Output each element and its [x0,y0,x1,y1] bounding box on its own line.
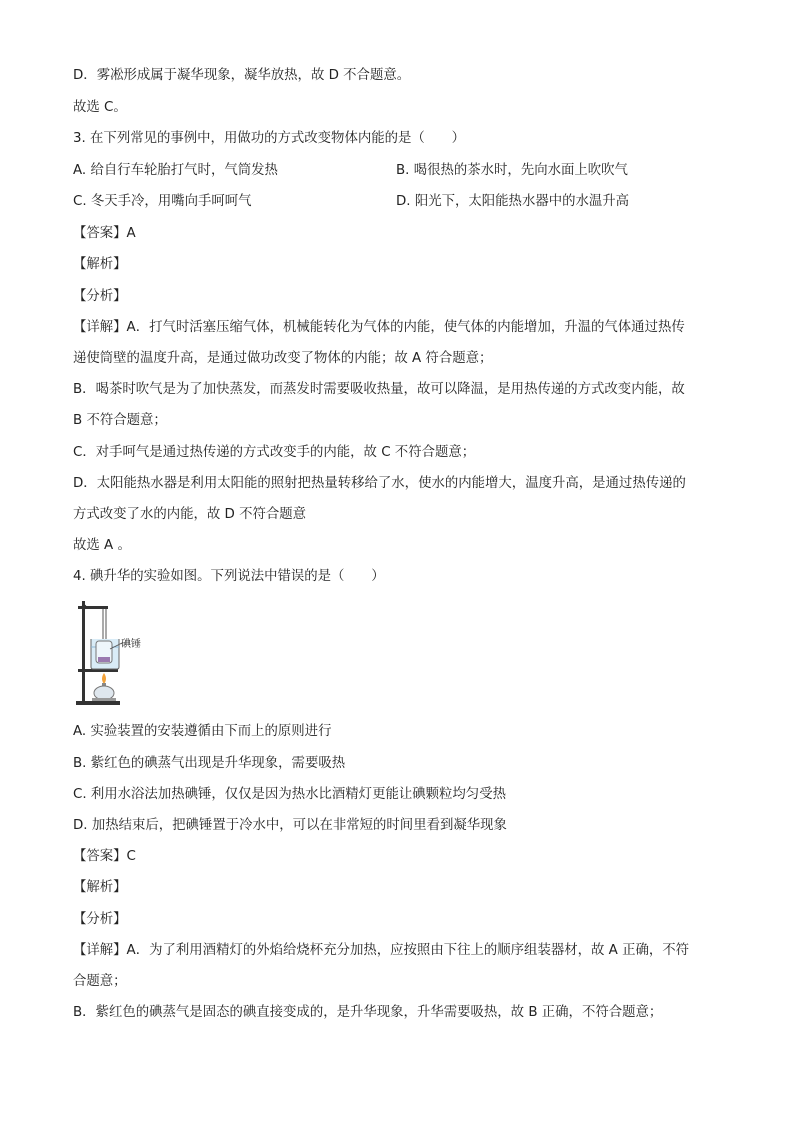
analysis-label: 【解析】 [73,880,127,895]
question-4-option-d: D. 加热结束后，把碘锤置于冷水中，可以在非常短的时间里看到凝华现象 [73,818,507,833]
text-line: 合题意； [73,974,127,989]
text-line: 【详解】A．打气时活塞压缩气体，机械能转化为气体的内能，使气体的内能增加，升温的气体通过热传 [73,320,685,335]
analysis-label: 【解析】 [73,257,127,272]
text-line: B．喝茶时吹气是为了加快蒸发，而蒸发时需要吸收热量，故可以降温，是用热传递的方式改变内能，故 [73,382,685,397]
text-line: B 不符合题意； [73,413,167,428]
text-line: 方式改变了水的内能，故 D 不符合题意 [73,507,307,522]
text-line: 【详解】A．为了利用酒精灯的外焰给烧杯充分加热，应按照由下往上的顺序组装器材，故 A 正确，不符 [73,943,690,958]
text-line: 递使筒壁的温度升高，是通过做功改变了物体的内能；故 A 符合题意； [73,351,493,366]
analysis-heading: 【分析】 [73,912,127,927]
text-line: D．太阳能热水器是利用太阳能的照射把热量转移给了水，使水的内能增大，温度升高，是通过热传递的 [73,476,686,491]
question-3-option-d: D. 阳光下，太阳能热水器中的水温升高 [396,194,630,209]
question-3-stem: 3. 在下列常见的事例中，用做功的方式改变物体内能的是（ ） [73,131,465,146]
analysis-heading: 【分析】 [73,289,127,304]
question-3-option-a: A. 给自行车轮胎打气时，气筒发热 [73,163,278,178]
text-line: D．雾凇形成属于凝华现象，凝华放热，故 D 不合题意。 [73,68,411,83]
text-line: B．紫红色的碘蒸气是固态的碘直接变成的，是升华现象，升华需要吸热，故 B 正确，不符合题意； [73,1005,663,1020]
iodine-sublimation-apparatus-figure [70,597,170,709]
question-3-option-c: C. 冬天手冷，用嘴向手呵呵气 [73,194,252,209]
question-4-option-c: C. 利用水浴法加热碘锤，仅仅是因为热水比酒精灯更能让碘颗粒均匀受热 [73,787,506,802]
question-4-stem: 4. 碘升华的实验如图。下列说法中错误的是（ ） [73,569,385,584]
answer-label: 【答案】A [73,226,136,241]
question-4-option-a: A. 实验装置的安装遵循由下而上的原则进行 [73,724,332,739]
iodine-hammer-label: 碘锤 [121,639,141,650]
question-3-option-b: B. 喝很热的茶水时，先向水面上吹吹气 [396,163,628,178]
answer-label: 【答案】C [73,849,136,864]
question-4-option-b: B. 紫红色的碘蒸气出现是升华现象，需要吸热 [73,756,346,771]
text-line: 故选 C。 [73,100,127,115]
text-line: 故选 A 。 [73,538,131,553]
text-line: C．对手呵气是通过热传递的方式改变手的内能，故 C 不符合题意； [73,445,476,460]
